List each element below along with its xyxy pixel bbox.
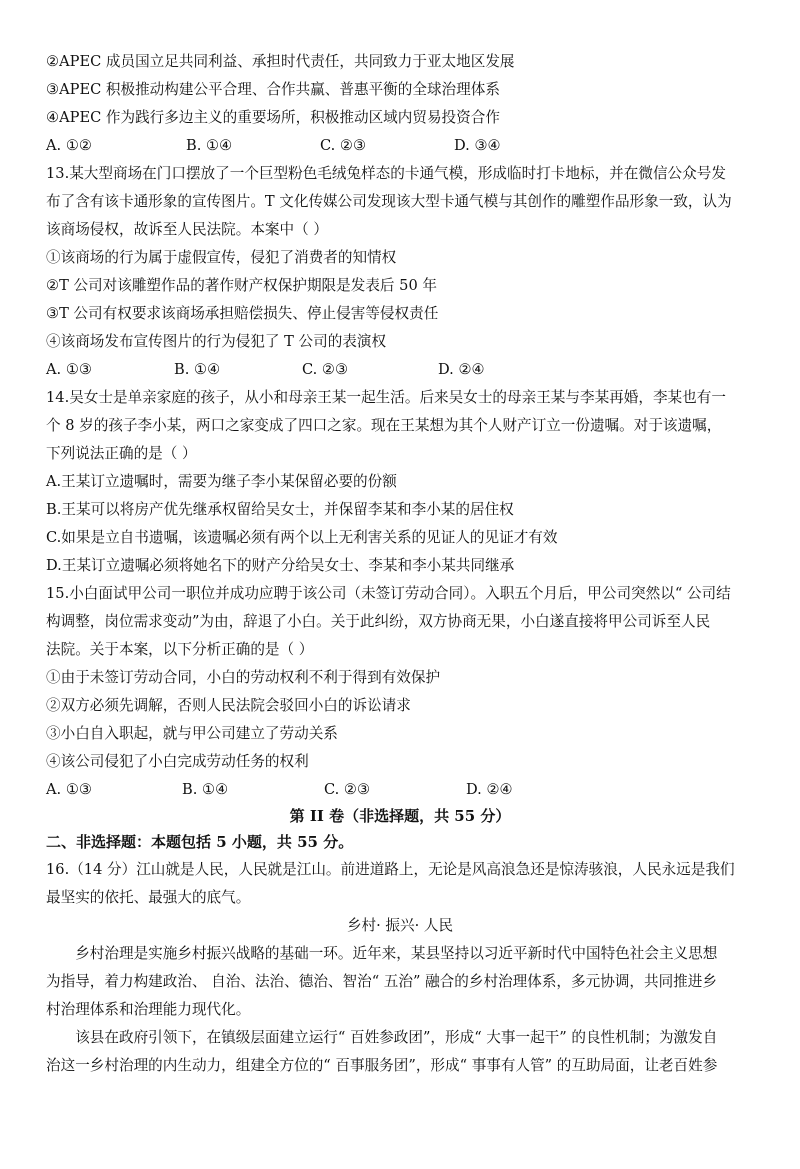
q12-option-d: D. ③④ (454, 137, 501, 154)
q12-option-a: A. ①② (46, 137, 92, 154)
q16-para1-line-2: 为指导，着力构建政治、 自治、法治、德治、智治“ 五治” 融合的乡村治理体系，多元协调，共同推进乡 (46, 973, 717, 990)
q12-item-2: ②APEC 成员国立足共同利益、承担时代责任，共同致力于亚太地区发展 (46, 53, 515, 70)
q16-para2-line-1: 该县在政府引领下，在镇级层面建立运行“ 百姓参政团”，形成“ 大事一起干” 的良性机制；为激发自 (75, 1029, 718, 1046)
q13-stem-line-3: 该商场侵权，故诉至人民法院。本案中（ ） (46, 221, 328, 238)
q14-option-a: A.王某订立遗嘱时，需要为继子李小某保留必要的份额 (46, 473, 397, 490)
q12-item-4: ④APEC 作为践行多边主义的重要场所，积极推动区域内贸易投资合作 (46, 109, 500, 126)
q13-option-c: C. ②③ (302, 361, 349, 378)
q16-para1-line-1: 乡村治理是实施乡村振兴战略的基础一环。近年来，某县坚持以习近平新时代中国特色社会主义思想 (75, 945, 718, 962)
q15-item-4: ④该公司侵犯了小白完成劳动任务的权利 (46, 753, 309, 770)
q14-stem-line-1: 14.吴女士是单亲家庭的孩子，从小和母亲王某一起生活。后来吴女士的母亲王某与李某再婚，李某也有一 (46, 389, 726, 406)
q14-option-b: B.王某可以将房产优先继承权留给吴女士，并保留李某和李小某的居住权 (46, 501, 514, 518)
q14-stem-line-2: 个 8 岁的孩子李小某，两口之家变成了四口之家。现在王某想为其个人财产订立一份遗嘱。对于该遗嘱， (46, 417, 722, 434)
q15-stem-line-1: 15.小白面试甲公司一职位并成功应聘于该公司（未签订劳动合同）。入职五个月后，甲公司突然以“ 公司结 (46, 585, 731, 602)
q15-option-b: B. ①④ (182, 781, 229, 798)
q15-stem-line-2: 构调整，岗位需求变动”为由，辞退了小白。关于此纠纷，双方协商无果，小白遂直接将甲公司诉至人民 (46, 613, 711, 630)
q12-option-c: C. ②③ (320, 137, 367, 154)
q14-option-c: C.如果是立自书遗嘱，该遗嘱必须有两个以上无利害关系的见证人的见证才有效 (46, 529, 558, 546)
q15-option-a: A. ①③ (46, 781, 92, 798)
material-title: 乡村· 振兴· 人民 (346, 917, 454, 934)
volume-title: 第 II 卷（非选择题，共 55 分） (289, 807, 511, 825)
q13-option-a: A. ①③ (46, 361, 92, 378)
q13-item-2: ②T 公司对该雕塑作品的著作财产权保护期限是发表后 50 年 (46, 277, 437, 294)
q15-option-d: D. ②④ (466, 781, 513, 798)
q13-item-3: ③T 公司有权要求该商场承担赔偿损失、停止侵害等侵权责任 (46, 305, 439, 322)
q14-stem-line-3: 下列说法正确的是（ ） (46, 445, 197, 462)
q13-option-b: B. ①④ (174, 361, 221, 378)
q15-item-2: ②双方必须先调解，否则人民法院会驳回小白的诉讼请求 (46, 697, 411, 714)
q15-stem-line-3: 法院。关于本案，以下分析正确的是（ ） (46, 641, 314, 658)
q16-para1-line-3: 村治理体系和治理能力现代化。 (46, 1001, 251, 1018)
q12-item-3: ③APEC 积极推动构建公平合理、合作共赢、普惠平衡的全球治理体系 (46, 81, 500, 98)
q15-item-1: ①由于未签订劳动合同，小白的劳动权利不利于得到有效保护 (46, 669, 441, 686)
section-heading: 二、非选择题：本题包括 5 小题，共 55 分。 (46, 833, 354, 851)
q16-stem-line-2: 最坚实的依托、最强大的底气。 (46, 889, 251, 906)
q13-item-4: ④该商场发布宣传图片的行为侵犯了 T 公司的表演权 (46, 333, 387, 350)
q15-item-3: ③小白自入职起，就与甲公司建立了劳动关系 (46, 725, 338, 742)
q16-para2-line-2: 治这一乡村治理的内生动力，组建全方位的“ 百事服务团”，形成“ 事事有人管” 的互助局面，让老百姓参 (46, 1057, 718, 1074)
q13-item-1: ①该商场的行为属于虚假宣传，侵犯了消费者的知情权 (46, 249, 397, 266)
q14-option-d: D.王某订立遗嘱必须将她名下的财产分给吴女士、李某和李小某共同继承 (46, 557, 515, 574)
q15-option-c: C. ②③ (324, 781, 371, 798)
q13-stem-line-1: 13.某大型商场在门口摆放了一个巨型粉色毛绒兔样态的卡通气模，形成临时打卡地标，并在微信公众号发 (46, 165, 726, 182)
q13-stem-line-2: 布了含有该卡通形象的宣传图片。T 文化传媒公司发现该大型卡通气模与其创作的雕塑作品形象一致，认为 (46, 193, 732, 210)
q13-option-d: D. ②④ (438, 361, 485, 378)
q16-stem-line-1: 16.（14 分）江山就是人民，人民就是江山。前进道路上，无论是风高浪急还是惊涛骇浪，人民永远是我们 (46, 861, 735, 878)
q12-option-b: B. ①④ (186, 137, 233, 154)
